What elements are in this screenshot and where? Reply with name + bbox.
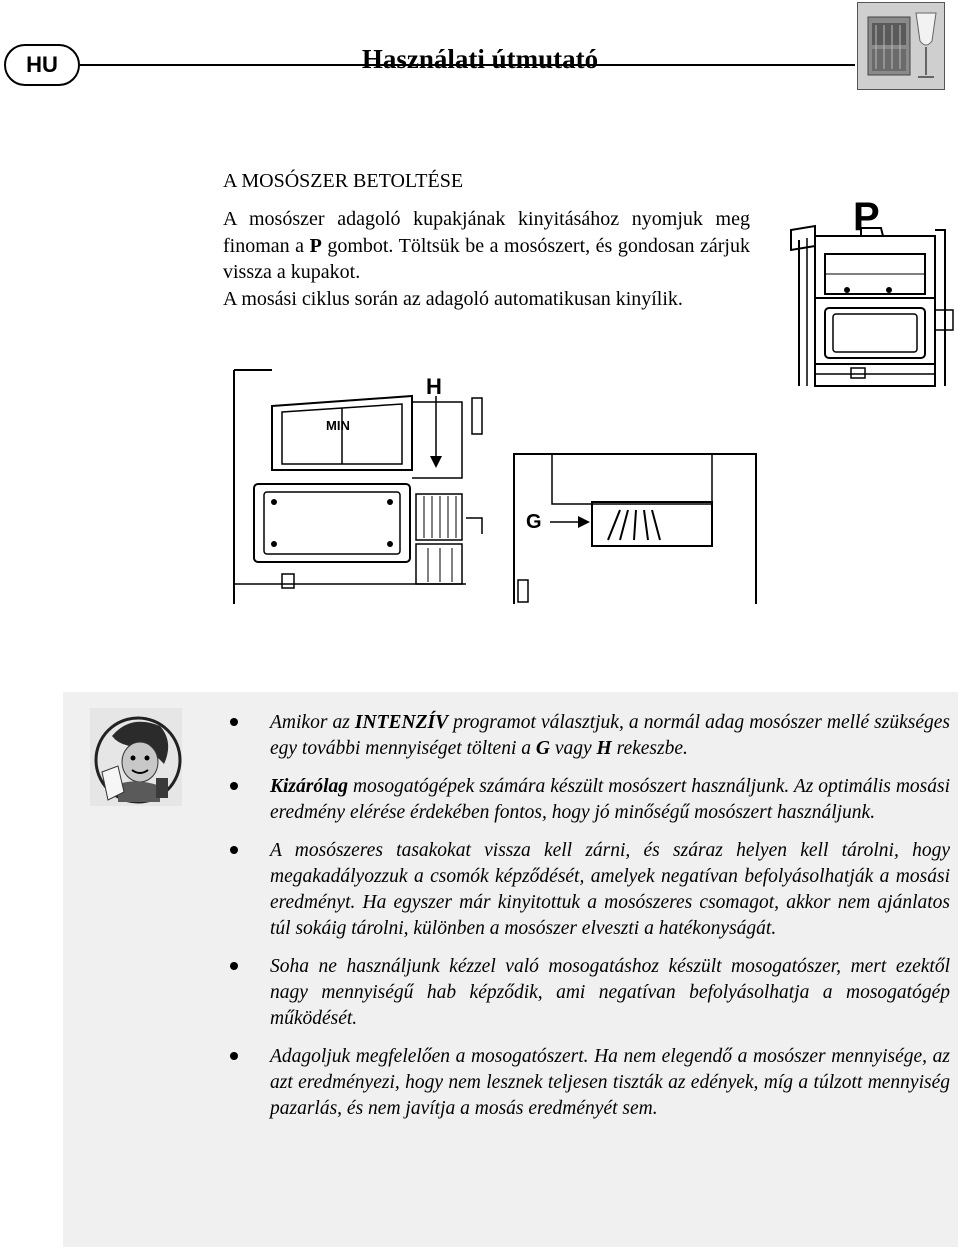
figure-label-p: P (853, 195, 880, 239)
figure-label-g: G (526, 511, 542, 533)
note-bold: Kizárólag (270, 776, 349, 797)
note-text: A mosószeres tasakokat vissza kell zárni, és száraz helyen kell tárolni, hogy megakadályozzuk a csomók képződését, amelyek negatívan befolyásolhatják a mosási eredményt. Ha egyszer már kinyitottuk a mosószeres csomagot, akkor nem ajánlatos túl sokáig tárolni, különben a mosószer elveszti a hatékonyságát. (270, 840, 950, 939)
page-title: Használati útmutató (361, 44, 599, 74)
mascot-avatar (90, 708, 182, 806)
note-item (230, 954, 950, 1032)
dispenser-h-figure (232, 368, 492, 606)
bullet-icon (230, 1052, 238, 1060)
intro-text-3: A mosási ciklus során az adagoló automatikusan kinyílik. (223, 287, 683, 310)
section-heading: A MOSÓSZER BETOLTÉSE (223, 170, 464, 192)
note-text: mosogatógépek számára készült mosószert használjunk. Az optimális mosási eredmény elérése érdekében fontos, hogy jó minőségű mosószert használjunk. (270, 776, 950, 823)
note-item (230, 774, 950, 826)
compartment-g-figure (512, 452, 758, 606)
note-text: Adagoljuk megfelelően a mosogatószert. Ha nem elegendő a mosószer mennyisége, az azt eredményezi, hogy nem lesznek teljesen tiszták az edények, míg a túlzott mennyiség pazarlás, és nem javítja a mosás eredményét sem. (270, 1046, 950, 1119)
note-text: Amikor az (270, 712, 355, 733)
bullet-icon (230, 718, 238, 726)
intro-text-2: gombot. Töltsük be a mosószert, és gondosan zárjuk vissza a kupakot. (223, 234, 750, 283)
note-text: Soha ne használjunk kézzel való mosogatáshoz készült mosogatószer, mert ezektől nagy mennyiségű hab képződik, ami negatívan befolyásolhatja a mosogatógép működését. (270, 956, 950, 1029)
note-item (230, 838, 950, 942)
bullet-icon (230, 846, 238, 854)
intro-p-label: P (309, 234, 322, 257)
mascot-icon (90, 708, 182, 806)
note-bold: G (535, 738, 550, 759)
dispenser-p-figure (785, 190, 957, 390)
note-text: programot választjuk, a normál adag mosószer mellé szükséges egy további mennyiséget tölteni a (270, 712, 951, 759)
note-item (230, 1044, 950, 1122)
figure-label-min: MIN (326, 418, 350, 433)
note-bold: H (596, 738, 612, 759)
bullet-icon (230, 782, 238, 790)
header-thumbnail-image (857, 2, 945, 90)
language-badge: HU (4, 44, 80, 86)
intro-text-1: A mosószer adagoló kupakjának kinyitásához nyomjuk meg finoman a (223, 208, 750, 257)
notes-list (230, 710, 950, 1134)
intro-paragraph (223, 206, 750, 312)
figure-label-h: H (426, 374, 442, 399)
note-item (230, 710, 950, 762)
note-text: vagy (549, 738, 597, 759)
bullet-icon (230, 962, 238, 970)
dishwasher-glass-icon (858, 3, 944, 89)
note-bold: INTENZÍV (354, 712, 449, 733)
note-text: rekeszbe. (611, 738, 688, 759)
